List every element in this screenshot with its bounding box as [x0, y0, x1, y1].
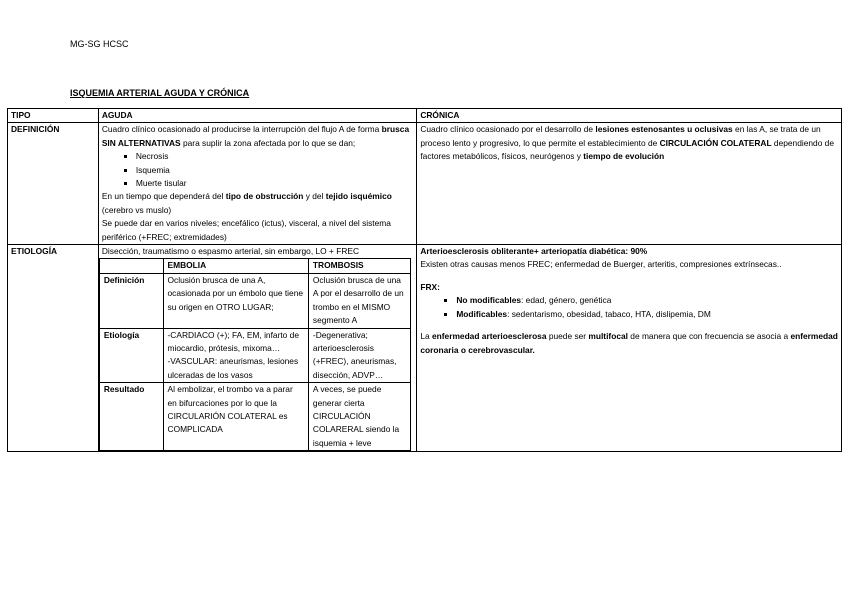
definicion-cronica: Cuadro clínico ocasionado por el desarrollo de lesiones estenosantes u oclusivas en las A, se trata de un proceso lento y progresivo, lo que permite el establecimiento de CIRCULACIÓN COLATERAL dependiendo de factores metabólicos, físicos, neurógenos y tiempo de evolución — [417, 123, 842, 245]
definicion-aguda — [98, 123, 416, 245]
definicion-aguda-p1: Cuadro clínico ocasionado al producirse la interrupción del flujo A de forma brusca SIN ALTERNATIVAS para suplir la zona afectada por lo que se dan; — [101, 124, 410, 148]
header-aguda: AGUDA — [98, 109, 416, 123]
inner-label-definicion: Definición — [99, 273, 163, 328]
inner-header-empty — [99, 259, 163, 273]
header-cronica: CRÓNICA — [417, 109, 842, 123]
row-definicion — [8, 123, 842, 245]
label-definicion: DEFINICIÓN — [8, 123, 99, 245]
table-header-row — [8, 109, 842, 123]
isquemia-table — [7, 108, 842, 452]
table-row — [99, 273, 410, 328]
list-item: ▪ Necrosis — [136, 150, 413, 163]
document-header: MG-SG HCSC — [70, 39, 129, 49]
inner-label-resultado: Resultado — [99, 383, 163, 451]
inner-header-embolia: EMBOLIA — [163, 259, 308, 273]
embolia-etiologia: -CARDIACO (+); FA, EM, infarto de miocardio, prótesis, mixoma… -VASCULAR: aneurismas, lesiones ulceradas de los vasos — [163, 328, 308, 383]
frx-list — [420, 294, 838, 321]
etiologia-cronica-p2: La enfermedad arterioesclerosa puede ser multifocal de manera que con frecuencia se asocia a enfermedad coronaria o cerebrovascular. — [420, 331, 838, 355]
table-row — [99, 383, 410, 451]
list-item: ▪ Modificables: sedentarismo, obesidad, tabaco, HTA, dislipemia, DM — [456, 308, 838, 321]
embolia-trombosis-table — [99, 258, 411, 451]
embolia-definicion: Oclusión brusca de una A, ocasionada por un émbolo que tiene su origen en OTRO LUGAR; — [163, 273, 308, 328]
etiologia-cronica-title: Arterioesclerosis obliterante+ arteriopatía diabética: 90% — [420, 246, 648, 257]
inner-header-row — [99, 259, 410, 273]
trombosis-resultado: A veces, se puede generar cierta CIRCULACIÓN COLARERAL siendo la isquemia + leve — [308, 383, 410, 451]
label-etiologia: ETIOLOGÍA — [8, 245, 99, 452]
table-row — [99, 328, 410, 383]
consequences-list — [102, 150, 413, 190]
definicion-aguda-p2: En un tiempo que dependerá del tipo de obstrucción y del tejido isquémico (cerebro vs muslo) — [101, 191, 392, 215]
definicion-aguda-p3: Se puede dar en varios niveles; encefálico (ictus), visceral, a nivel del sistema periférico (+FREC; extremidades) — [101, 218, 391, 242]
document-title: ISQUEMIA ARTERIAL AGUDA Y CRÓNICA — [70, 88, 250, 98]
etiologia-aguda — [98, 245, 416, 452]
trombosis-definicion: Oclusión brusca de una A por el desarrollo de un trombo en el MISMO segmento A — [308, 273, 410, 328]
inner-label-etiologia: Etiología — [99, 328, 163, 383]
etiologia-cronica-p1: Existen otras causas menos FREC; enfermedad de Buerger, arteritis, compresiones extrínsecas.. — [420, 259, 782, 270]
list-item: ▪ Isquemia — [136, 164, 413, 177]
list-item: ▪ Muerte tisular — [136, 177, 413, 190]
etiologia-cronica — [417, 245, 842, 452]
trombosis-etiologia: -Degenerativa; arterioesclerosis (+FREC), aneurismas, disección, ADVP… — [308, 328, 410, 383]
inner-header-trombosis: TROMBOSIS — [308, 259, 410, 273]
embolia-resultado: Al embolizar, el trombo va a parar en bifurcaciones por lo que la CIRCULARIÓN COLATERAL es COMPLICADA — [163, 383, 308, 451]
row-etiologia — [8, 245, 842, 452]
etiologia-aguda-intro: Disección, traumatismo o espasmo arterial, sin embargo, LO + FREC — [101, 246, 360, 257]
list-item: ▪ No modificables: edad, género, genética — [456, 294, 838, 307]
frx-label: FRX: — [420, 281, 440, 292]
header-tipo: TIPO — [8, 109, 99, 123]
